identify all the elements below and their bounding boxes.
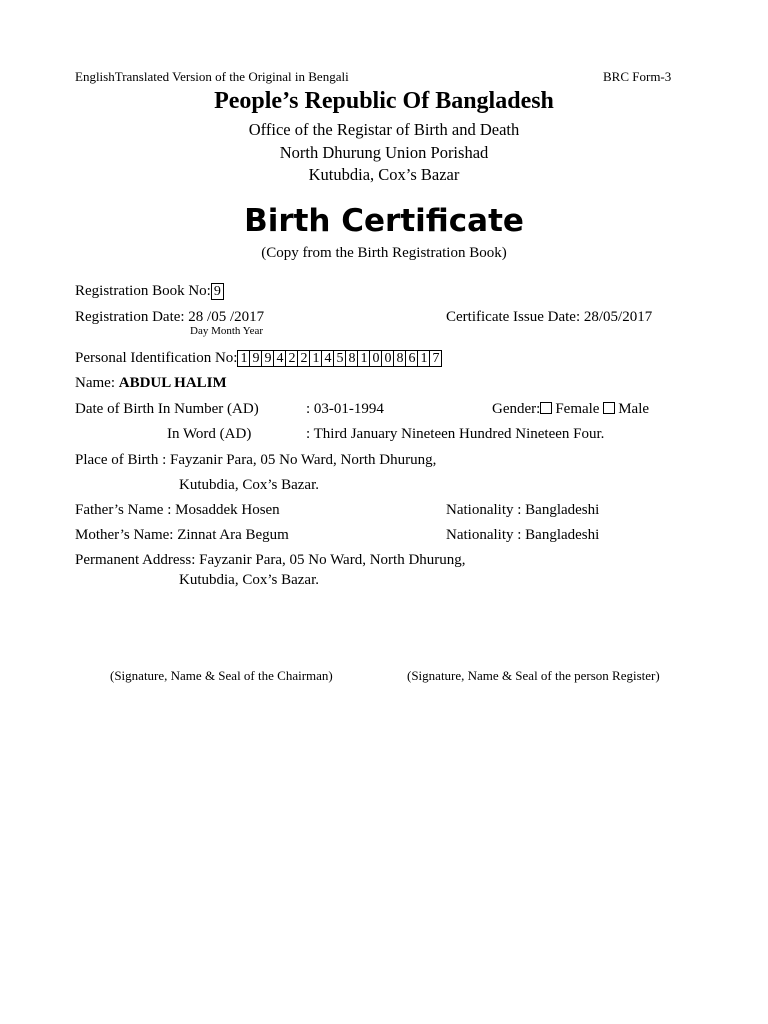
person-name: ABDUL HALIM bbox=[118, 375, 227, 391]
digit-box: 9 bbox=[261, 350, 274, 367]
digit-box: 2 bbox=[285, 350, 298, 367]
form-code: BRC Form-3 bbox=[603, 69, 672, 84]
digit-box: 7 bbox=[429, 350, 442, 367]
digit-box: 0 bbox=[369, 350, 382, 367]
name-label: Name: bbox=[75, 375, 115, 391]
personal-id-digits bbox=[237, 350, 442, 367]
personal-id-label: Personal Identification No: bbox=[75, 350, 238, 366]
gender-female: Female bbox=[555, 401, 600, 417]
dob-word-label: In Word (AD) bbox=[167, 426, 252, 442]
union-name: North Dhurung Union Porishad bbox=[279, 143, 489, 162]
register-signature: (Signature, Name & Seal of the person Register) bbox=[407, 668, 660, 683]
gender-row bbox=[492, 401, 649, 418]
mother-name: Mother’s Name: Zinnat Ara Begum bbox=[75, 527, 289, 543]
digit-box: 9 bbox=[211, 283, 224, 300]
father-nationality: Nationality : Bangladeshi bbox=[446, 502, 600, 518]
digit-box: 2 bbox=[297, 350, 310, 367]
digit-box: 5 bbox=[333, 350, 346, 367]
digit-box: 1 bbox=[417, 350, 430, 367]
registration-date: Registration Date: 28 /05 /2017 bbox=[75, 309, 265, 325]
mother-nationality: Nationality : Bangladeshi bbox=[446, 527, 600, 543]
digit-box: 1 bbox=[357, 350, 370, 367]
digit-box: 4 bbox=[273, 350, 286, 367]
place-of-birth-line2: Kutubdia, Cox’s Bazar. bbox=[179, 477, 319, 493]
digit-box: 9 bbox=[249, 350, 262, 367]
digit-box: 1 bbox=[237, 350, 250, 367]
digit-box: 1 bbox=[309, 350, 322, 367]
father-name: Father’s Name : Mosaddek Hosen bbox=[75, 502, 280, 518]
date-format-hint: Day Month Year bbox=[190, 325, 264, 337]
name-row bbox=[75, 375, 227, 392]
gender-label: Gender: bbox=[492, 401, 541, 417]
registration-book-label: Registration Book No: bbox=[75, 283, 211, 299]
female-checkbox bbox=[540, 402, 552, 414]
dob-word: : Third January Nineteen Hundred Nineteen Four. bbox=[306, 426, 605, 442]
registration-book-no bbox=[211, 283, 224, 300]
dob-number: : 03-01-1994 bbox=[306, 401, 384, 417]
certificate-title: Birth Certificate bbox=[244, 203, 524, 239]
digit-box: 8 bbox=[345, 350, 358, 367]
certificate-subtitle: (Copy from the Birth Registration Book) bbox=[261, 245, 507, 261]
country-title: People’s Republic Of Bangladesh bbox=[214, 88, 554, 114]
certificate-issue-date: Certificate Issue Date: 28/05/2017 bbox=[446, 309, 653, 325]
office-name: Office of the Registar of Birth and Death bbox=[248, 120, 520, 139]
personal-id bbox=[75, 350, 442, 367]
digit-box: 4 bbox=[321, 350, 334, 367]
registration-book bbox=[75, 283, 224, 300]
translation-note: EnglishTranslated Version of the Original in Bengali bbox=[75, 69, 349, 84]
permanent-address: Permanent Address: Fayzanir Para, 05 No Ward, North Dhurung, bbox=[75, 552, 466, 568]
digit-box: 6 bbox=[405, 350, 418, 367]
place-of-birth: Place of Birth : Fayzanir Para, 05 No Ward, North Dhurung, bbox=[75, 452, 437, 468]
dob-number-label: Date of Birth In Number (AD) bbox=[75, 401, 259, 417]
chairman-signature: (Signature, Name & Seal of the Chairman) bbox=[110, 668, 333, 683]
male-checkbox bbox=[603, 402, 615, 414]
digit-box: 0 bbox=[381, 350, 394, 367]
permanent-address-line2: Kutubdia, Cox’s Bazar. bbox=[179, 572, 319, 588]
gender-male: Male bbox=[618, 401, 650, 417]
digit-box: 8 bbox=[393, 350, 406, 367]
district-name: Kutubdia, Cox’s Bazar bbox=[308, 165, 460, 184]
